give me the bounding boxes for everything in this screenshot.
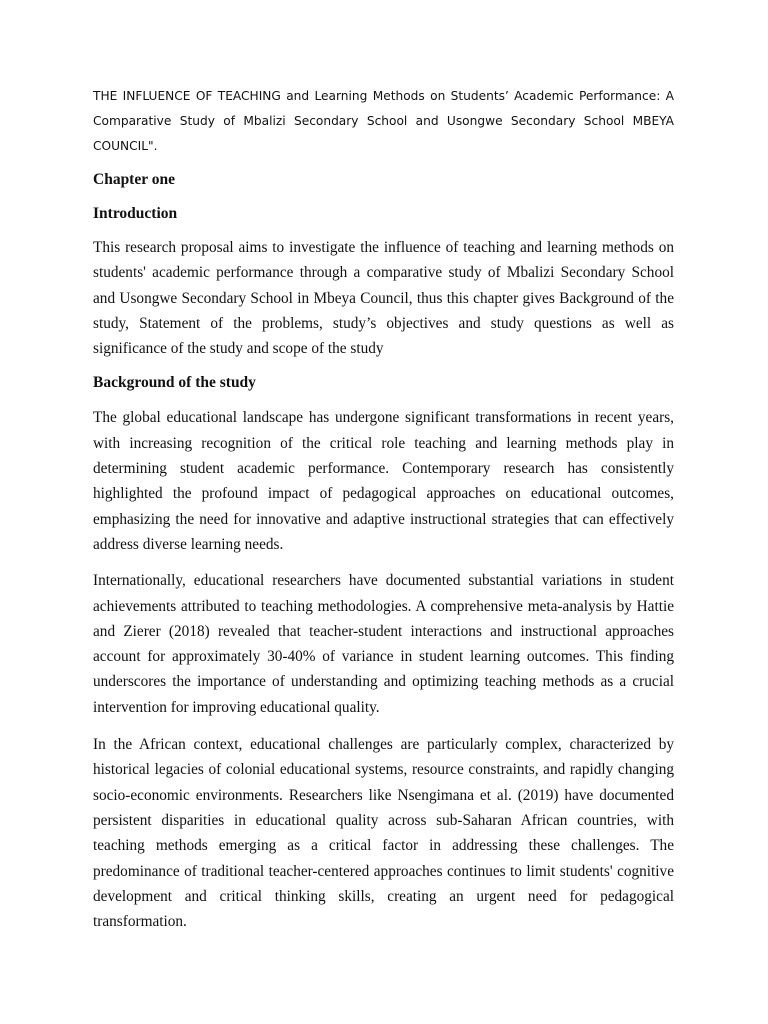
chapter-heading: Chapter one (93, 171, 175, 188)
background-paragraph-1: The global educational landscape has undergone significant transformations in recent years, with increasing recognition of the critical role teaching and learning methods play in determining student academic performance. Contemporary research has consistently highlighted the profound impact of pedagogical approaches on educational outcomes, emphasizing the need for innovative and adaptive instructional strategies that can effectively address diverse learning needs. (93, 409, 674, 553)
introduction-heading: Introduction (93, 205, 178, 222)
document-title: THE INFLUENCE OF TEACHING and Learning Methods on Students’ Academic Performance: A Comparative Study of Mbalizi Secondary School and Usongwe Secondary School MBEYA COUNCIL". (93, 89, 674, 153)
introduction-paragraph: This research proposal aims to investigate the influence of teaching and learning methods on students' academic performance through a comparative study of Mbalizi Secondary School and Usongwe Secondary School in Mbeya Council, thus this chapter gives Background of the study, Statement of the problems, study’s objectives and study questions as well as significance of the study and scope of the study (93, 239, 674, 358)
background-heading: Background of the study (93, 374, 256, 392)
background-paragraph-3: In the African context, educational challenges are particularly complex, characterized by historical legacies of colonial educational systems, resource constraints, and rapidly changing socio-economic environments. Researchers like Nsengimana et al. (2019) have documented persistent disparities in educational quality across sub-Saharan African countries, with teaching methods emerging as a critical factor in addressing these challenges. The predominance of traditional teacher-centered approaches continues to limit students' cognitive development and critical thinking skills, creating an urgent need for pedagogical transformation. (93, 736, 674, 931)
background-paragraph-2: Internationally, educational researchers have documented substantial variations in student achievements attributed to teaching methodologies. A comprehensive meta-analysis by Hattie and Zierer (2018) revealed that teacher-student interactions and instructional approaches account for approximately 30-40% of variance in student learning outcomes. This finding underscores the importance of understanding and optimizing teaching methods as a crucial intervention for improving educational quality. (93, 572, 674, 716)
